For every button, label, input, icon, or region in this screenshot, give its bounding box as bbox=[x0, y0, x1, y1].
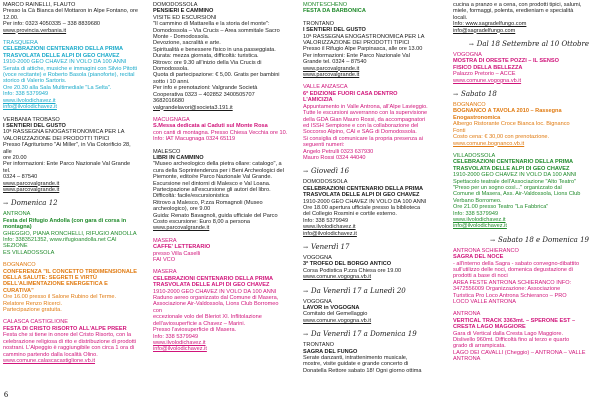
event-text: Albergo Ristorante Croce Bianca loc. Bignanco bbox=[453, 121, 570, 128]
event-text: Info: 338 5379949 bbox=[3, 91, 49, 98]
event-text: Info: 338 5379949 bbox=[303, 217, 349, 224]
event-title: CAFFE' LETTERARIO bbox=[153, 244, 211, 251]
event-title: Enogastronomica bbox=[453, 114, 501, 121]
event-text: Serate danzanti, intrattenimento musicale, bbox=[303, 355, 408, 362]
date-heading bbox=[303, 167, 439, 176]
arrow-bullet-icon: → bbox=[468, 41, 474, 49]
event-entry bbox=[453, 52, 589, 84]
event-text: Fonti bbox=[453, 127, 466, 134]
event-text: Per info: 0323 4050335 – 338 8839680 bbox=[3, 21, 101, 28]
event-title: SAGRA DEL FUNGO bbox=[303, 348, 358, 355]
event-text: Costo escursione: Euro 8,00 a persona bbox=[153, 219, 251, 225]
event-text: CALASCA CASTIGLIONE bbox=[3, 319, 68, 326]
event-link[interactable]: Info: www.sagradelfungo.com bbox=[453, 21, 527, 28]
event-text: TRONTANO bbox=[303, 342, 334, 349]
event-title: CELEBRAZIONI CENTENARIO DELLA PRIMA bbox=[453, 159, 574, 166]
event-link[interactable]: www.provincia.verbania.it bbox=[3, 27, 67, 34]
event-entry bbox=[303, 255, 439, 281]
event-entry bbox=[303, 179, 439, 237]
event-link[interactable]: info@ilvolodichavez.it bbox=[453, 223, 507, 230]
event-text: TRONTANO bbox=[303, 20, 334, 27]
event-text: archeologico), ore 9.00 bbox=[153, 206, 211, 213]
event-text: MONTESCHENO bbox=[303, 2, 348, 8]
event-text: VILLADOSSOLA bbox=[453, 152, 496, 159]
event-text: Difficoltà: facile/escursionistica bbox=[153, 193, 229, 200]
event-text: Piemonte, edito/re Parco Nazionale Val Grande. bbox=[153, 174, 272, 181]
event-link[interactable]: valgrandelavori@societa3.191.it bbox=[153, 104, 233, 111]
date-heading-text: Da Venerdì 17 a Lunedì 20 bbox=[311, 286, 406, 295]
event-title: S.Messa dedicata ai Caduti sul Monte Rosa bbox=[153, 123, 268, 130]
event-text: AREA FESTE ANTRONA SCHIERANCO INFO: bbox=[453, 279, 572, 286]
arrow-bullet-icon: → bbox=[453, 91, 459, 99]
date-heading-text: Sabato 18 bbox=[461, 90, 497, 99]
event-text: 0324 – 87540 bbox=[3, 174, 38, 181]
event-entry bbox=[153, 2, 289, 111]
arrow-bullet-icon: → bbox=[303, 244, 309, 251]
event-text: del Collegio Rosmini e cortile esterno. bbox=[303, 211, 397, 218]
event-title: LIBRI IN CAMMINO bbox=[153, 154, 204, 161]
event-text: Devozione, sacralità e arte. bbox=[153, 40, 221, 47]
event-entry bbox=[153, 269, 289, 352]
date-heading-text: Giovedì 16 bbox=[311, 167, 350, 176]
event-entry bbox=[3, 211, 139, 256]
event-text: Info: 338 5379949 bbox=[453, 210, 499, 217]
event-text: Info: IAT Macugnaga 0324 65119 bbox=[153, 136, 236, 143]
date-heading bbox=[303, 287, 439, 296]
event-text: Comitato del Gemellaggio bbox=[303, 311, 368, 318]
event-text: miele, formaggi, polenta, eredieniarn e specialità bbox=[453, 8, 574, 15]
event-text: TRASQUERA bbox=[3, 40, 38, 47]
event-entry bbox=[303, 84, 439, 161]
event-title: CELEBRAZIONI CENTENARIO DELLA PRIMA bbox=[153, 275, 274, 282]
event-text: prodotti a base di noci bbox=[453, 273, 508, 280]
event-text: VALORIZZAZIONE DEI PRODOTTI TIPICI bbox=[303, 40, 410, 47]
date-heading bbox=[453, 90, 589, 99]
event-title: I SENTIERI DEL GUSTO bbox=[3, 122, 66, 129]
event-entry bbox=[3, 40, 139, 110]
event-text: LAGO DEI CAVALLI (Cheggio) – ANTRONA – VALLE bbox=[453, 349, 586, 356]
event-entry bbox=[303, 2, 439, 15]
event-title: L'AMICIZIA bbox=[303, 97, 333, 104]
event-text: Spiritualità e benessere fisico in una passeggiata. bbox=[153, 46, 276, 53]
event-text: 10ª RASSEGNA ENOGASTRONOMICA PER LA bbox=[303, 33, 425, 40]
column-2 bbox=[150, 0, 292, 386]
event-link[interactable]: info@ilvolodichavez.it bbox=[3, 104, 57, 111]
event-text: cucina a pranzo e a cena, con prodotti tipici, salumi, bbox=[453, 2, 582, 8]
event-text: (voce recitante) e Roberto Basola (pianoforte), recital bbox=[3, 72, 135, 79]
event-text: MASERA bbox=[153, 237, 177, 244]
event-text: Presso l'aviosuperficie di Masera. bbox=[153, 327, 237, 334]
event-title: BOGNANCO A TAVOLA 2010 – Rassegna bbox=[453, 108, 562, 115]
event-text: Turistica Pro Loco Antrona Schieranco – PRO bbox=[453, 292, 567, 299]
date-heading-text: Domenica 12 bbox=[11, 199, 58, 208]
event-entry bbox=[453, 102, 589, 147]
event-text: 3472556009 Organizzazione: Associazione bbox=[453, 286, 561, 293]
event-text: Ore 18.00 apertura ufficiale presso la biblioteca bbox=[303, 204, 421, 211]
event-text: BOGNANCO bbox=[453, 102, 486, 109]
event-text: Presso il Rifugio Alpe Parpinasca, alle ore 13.00 bbox=[303, 46, 423, 53]
arrow-bullet-icon: → bbox=[3, 200, 9, 208]
event-text: presso Villa Caselli bbox=[153, 250, 201, 257]
event-text: ANTRONA bbox=[453, 356, 481, 363]
event-text: Spettacolo teatrale dell'Associazione "Alto Teatro" bbox=[453, 178, 577, 185]
event-text: Partecipazione all'escursione gli autori del libro. bbox=[153, 186, 271, 193]
event-text: cura della Soprintendenza per i Beni Archeologici del bbox=[153, 167, 284, 174]
event-entry bbox=[453, 311, 589, 362]
event-text: DOMODOSSOLA bbox=[303, 179, 348, 186]
event-text: Grande tel. 0324 – 87540 bbox=[303, 59, 367, 66]
date-heading bbox=[303, 330, 439, 339]
event-text: Palazzo Pretorio – ACCE bbox=[453, 71, 516, 78]
event-text: MASERA bbox=[153, 269, 177, 276]
event-text: Tutte le escursioni avverranno con la supervisione bbox=[303, 110, 428, 117]
event-entry bbox=[3, 319, 139, 364]
event-text: 1910-2000 GEO CHAVEZ IN VOLO DA 100 ANNI bbox=[303, 198, 427, 205]
event-text: 1910-2000 GEO CHAVEZ IN VOLO DA 100 ANNI bbox=[3, 59, 127, 66]
event-title: TRASVOLATA DELLE ALPI DI GEO CHAVEZ bbox=[303, 192, 420, 199]
event-title: VERTICAL TRACK 3363mt. – SPERONE EST – bbox=[453, 317, 576, 324]
event-text: Associazione Air-Valdossola, Lions Club Borromeo con bbox=[153, 301, 279, 314]
event-text: VOGOGNA bbox=[453, 52, 482, 59]
event-text: Corsa Podistica P.zza Chiesa ore 19.00 bbox=[303, 267, 402, 274]
event-link[interactable]: info@sagradelfungo.com bbox=[453, 27, 516, 34]
date-heading-text: Da Venerdì 17 a Domenica 19 bbox=[311, 330, 417, 339]
arrow-bullet-icon: → bbox=[303, 168, 309, 176]
event-link[interactable]: www.comune.vogogna.vb.it bbox=[303, 274, 372, 281]
event-text: VOGOGNA bbox=[303, 298, 332, 305]
event-text: VALLE ANZASCA bbox=[303, 84, 348, 91]
event-text: della GDA Gian Mauro Rossi, da accompagnatori bbox=[303, 116, 426, 123]
event-link[interactable]: www.comune.vogogna.vb.it bbox=[303, 317, 372, 324]
event-link[interactable]: info@ilvolodichavez.it bbox=[303, 230, 357, 237]
event-title: CELEBRAZIONI CENTENARIO DELLA PRIMA bbox=[3, 46, 124, 53]
event-text: seguenti numeri: bbox=[303, 142, 345, 149]
event-text: 12.00. bbox=[3, 14, 19, 21]
event-text: Relatore Renzo Ricerci. bbox=[3, 300, 63, 307]
event-entry bbox=[303, 342, 439, 374]
event-text: MARCO RAINELLI, FLAUTO bbox=[3, 2, 76, 8]
date-heading bbox=[3, 199, 139, 208]
event-text: grado di arrampicata. bbox=[453, 343, 506, 350]
event-title: CELEBRAZIONI CENTENARIO DELLA PRIMA bbox=[303, 185, 424, 192]
event-text: Monte - Domodossola. bbox=[153, 34, 210, 41]
event-text: "Preso per un sogno così..." organizzato dal bbox=[453, 184, 562, 191]
event-text: storico di Valerio Sartoris. bbox=[3, 78, 67, 85]
event-text: 1910-2000 GEO CHAVEZ IN VOLO DA 100 ANNI bbox=[153, 288, 277, 295]
event-text: Festa che si tiene in onore del Cristo Risorto, con la bbox=[3, 332, 132, 339]
event-link[interactable]: www.comune.vogogna.vb.it bbox=[453, 77, 522, 84]
event-entry bbox=[153, 238, 289, 264]
event-text: Durata: mezza giornata, difficoltà: turistica. bbox=[153, 53, 259, 60]
event-title: CONFERENZA "IL CONCETTO TRIDIMENSIONALE bbox=[3, 268, 138, 275]
event-text: MALESCO bbox=[153, 148, 181, 155]
event-title: 6ª EDIZIONE FUORI CASA DENTRO bbox=[303, 90, 398, 97]
event-text: Quota di partecipazione: € 5,00. Gratis per bambini bbox=[153, 72, 280, 79]
event-text: Si consiglia di comunicare la propria presenza ai bbox=[303, 135, 424, 142]
event-text: BOGNANCO bbox=[3, 262, 36, 269]
arrow-bullet-icon: → bbox=[490, 236, 496, 244]
event-text: Per informazioni: Ente Parco Nazionale Val Grande tel. bbox=[3, 161, 131, 174]
event-text: Ore 16.00 presso il Salone Rubino del Terme. bbox=[3, 294, 117, 301]
event-text: Serata di attiche, musiche e immagini con Silvio Pitotti bbox=[3, 65, 137, 72]
event-text: VISITE ED ESCURSIONI bbox=[153, 14, 217, 21]
event-text: mostre, visite guidate e grande concerto di bbox=[303, 361, 409, 368]
event-entry bbox=[453, 153, 589, 230]
event-text: VALORIZZAZIONE DEI PRODOTTI TIPICI bbox=[3, 135, 110, 142]
arrow-bullet-icon: → bbox=[303, 331, 309, 339]
event-text: Info: 338 5379949 bbox=[153, 333, 199, 340]
event-text: ed ISSH Sempione e con la collaborazione del bbox=[303, 122, 419, 129]
column-4 bbox=[450, 0, 592, 386]
event-text: "Museo archeologico della pietra ollare: catalogo", a bbox=[153, 161, 282, 168]
date-heading-text: Sabato 18 e Domenica 19 bbox=[498, 235, 589, 244]
event-text: Presso la Cà Bianca del Mottaron in Alpe Fontano, ore bbox=[3, 8, 138, 15]
event-link[interactable]: www.parcovalgrande.it bbox=[303, 72, 360, 79]
event-link[interactable]: www.ilvolodichavez.it bbox=[3, 97, 56, 104]
page-number: 6 bbox=[4, 389, 8, 399]
event-text: nostrani. L'Alpeggio è raggiungibile con circa 1 ora di bbox=[3, 345, 135, 352]
event-text: 1910-2000 GEO CHAVEZ IN VOLO DA 100 ANNI bbox=[453, 172, 577, 179]
event-text: Domodossola. bbox=[153, 66, 189, 73]
event-entry bbox=[3, 2, 139, 34]
event-text: ANTRONA SCHIERANCO bbox=[453, 247, 519, 254]
event-text: ANTRONA bbox=[3, 211, 31, 218]
event-text: Angelo Petrulli 0323 637930 bbox=[303, 148, 374, 155]
event-text: Escursione nel dintorni di Malesco e Val Loana. bbox=[153, 180, 271, 187]
date-heading-text: Dal 18 Settembre al 10 Ottobre bbox=[476, 40, 589, 49]
event-text: sotto i 10 anni. bbox=[153, 78, 190, 85]
event-text: cammino partendo dalla località Olino. bbox=[3, 351, 98, 358]
event-text: MACUGNAGA bbox=[153, 116, 190, 123]
event-text: DOMODOSSOLA bbox=[153, 2, 198, 8]
event-link[interactable]: www.parcovalgrande.it bbox=[3, 186, 60, 193]
event-text: eccezionale volo del Bleriot XI. Inflitolazione bbox=[153, 314, 262, 321]
event-title: PENSIERI E CAMMINO bbox=[153, 8, 214, 15]
event-title: MOSTRA DI ORESTE POZZI – IL SENSO bbox=[453, 58, 559, 65]
event-text: Ritrovo a Malesco, P.zza Romagnoli (Museo bbox=[153, 199, 263, 206]
event-text: locali. bbox=[453, 14, 468, 21]
event-title: 3ª TROFEO DEL BORGO ANTICO bbox=[303, 261, 392, 268]
event-text: Info: 3383521352, www.rifugioandolla.net CAI SEZIONE bbox=[3, 237, 117, 250]
event-link[interactable]: www.parcovalgrande.it bbox=[303, 65, 360, 72]
event-title: FESTA DA BARBONICA bbox=[303, 8, 366, 15]
event-title: DELL'ALIMENTAZIONE ENERGETICA E CURATIVA" bbox=[3, 281, 108, 294]
event-entry bbox=[303, 21, 439, 79]
event-title: CRESTA LAGO MAGGIORE bbox=[453, 324, 526, 331]
column-1 bbox=[0, 0, 142, 386]
event-text: Donatella Rettore sabato 18! Ogni giorno ottima bbox=[303, 367, 422, 374]
event-link[interactable]: www.parcovalgrande.it bbox=[153, 225, 210, 232]
event-title: DELLA SALUTE: SEGRETI E VIRTÙ bbox=[3, 275, 97, 282]
event-title: TRASVOLATA DELLE ALPI DI GEO CHAVEZ bbox=[3, 52, 120, 59]
event-text: 10ª RASSEGNA ENOGASTRONOMICA PER LA bbox=[3, 129, 125, 136]
event-entry bbox=[153, 149, 289, 232]
event-entry bbox=[303, 299, 439, 325]
event-link[interactable]: www.parcovalgrande.it bbox=[3, 180, 60, 187]
event-text: - all'interno della Sagra - sabato convegno-dibattito bbox=[453, 260, 580, 267]
event-text: dell'aviosuperficie a Chavez – Marini. bbox=[153, 320, 246, 327]
event-text: Ore 20.30 alla Sala Multimediale "La Selta". bbox=[3, 84, 112, 91]
event-entry bbox=[3, 117, 139, 194]
event-text: VOGOGNA bbox=[303, 255, 332, 261]
date-heading-text: Venerdì 17 bbox=[311, 243, 350, 251]
event-link[interactable]: www.ilvolodichavez.it bbox=[153, 339, 206, 346]
date-heading bbox=[453, 236, 589, 245]
event-text: Presso l'Agriturismo "Ai Miller", in Via Cotorificio 28, alle bbox=[3, 142, 131, 155]
event-text: Guida: Renato Bavagnoli, guida ufficiale del Parco bbox=[153, 212, 278, 219]
event-entry bbox=[153, 117, 289, 143]
event-title: TRASVOLATA DELLE ALPI DI GEO CHAVEZ bbox=[153, 282, 270, 289]
event-text: ore 20.00 bbox=[3, 154, 27, 161]
event-title: montagna) bbox=[3, 224, 32, 231]
event-link[interactable]: info@ilvolodichavez.it bbox=[153, 346, 207, 353]
event-text: Domodossola – Via Crucis – Area sommitale Sacro bbox=[153, 27, 280, 34]
date-heading bbox=[453, 40, 589, 49]
event-title: Festa del Rifugio Andolla (con gara di corsa in bbox=[3, 217, 127, 224]
event-title: FESTA DI CRISTO RISORTO ALL'ALPE PREER bbox=[3, 325, 127, 332]
event-text: VERBANIA TROBASO bbox=[3, 116, 60, 123]
event-text: Per info e prenotazioni: Valgrande Società bbox=[153, 85, 258, 92]
event-text: Soccorso Alpino, CAI e SAG di Domodossola. bbox=[303, 129, 417, 136]
arrow-bullet-icon: → bbox=[303, 287, 309, 295]
event-title: FISICO DELLA BELLEZZA bbox=[453, 64, 523, 71]
event-text: ES VILLADOSSOLA bbox=[3, 249, 55, 256]
event-link[interactable]: www.comune.calascacastiglione.vb.it bbox=[3, 357, 96, 364]
event-text: sull'utilizzo delle noci, domenica degustazione di bbox=[453, 267, 573, 273]
event-text: Comune di Masera, Ass. Air-Valdossola, Lions Club bbox=[453, 191, 581, 198]
event-link[interactable]: www.ilvolodichavez.it bbox=[303, 224, 356, 231]
event-link[interactable]: www.ilvolodichavez.it bbox=[453, 216, 506, 223]
event-text: Raduno aereo organizzato dal Comune di Masera, bbox=[153, 295, 279, 302]
event-text: Dislivello 960mt. Difficoltà fino al terzo e quarto bbox=[453, 337, 570, 344]
event-text: Ore 21.00 presso Teatro "La Fabbrica" bbox=[453, 204, 549, 211]
event-text: LOCO VALLE ANTRONA bbox=[453, 299, 516, 306]
event-entry bbox=[453, 2, 589, 34]
event-text: Appuntamento in Valle Antrona, all'Alpe Lavieggio. bbox=[303, 103, 428, 110]
event-title: LAVOR in VOGOGNA bbox=[303, 305, 360, 312]
event-title: I SENTIERI DEL GUSTO bbox=[303, 27, 366, 34]
event-text: Gara di Vertical dalla Cresta Lago Maggiore. bbox=[453, 330, 564, 337]
event-text: Per informazioni: Ente Parco Nazionale Val bbox=[303, 52, 410, 59]
event-text: Mauro Rossi 0324 44040 bbox=[303, 154, 366, 161]
event-entry bbox=[3, 262, 139, 313]
event-entry bbox=[453, 248, 589, 306]
event-text: ANTRONA bbox=[453, 311, 481, 318]
event-text: 3682016680 bbox=[153, 98, 185, 105]
event-text: GHEGGIO, PIANA RONCHELLI, RIFUGIO ANDOLLA bbox=[3, 230, 137, 237]
event-text: Partecipazione gratuita. bbox=[3, 307, 62, 314]
date-heading bbox=[303, 243, 439, 252]
column-3 bbox=[300, 0, 442, 386]
event-text: FAI VCO bbox=[153, 257, 176, 264]
event-title: TRASVOLATA DELLE ALPI DI GEO CHAVEZ bbox=[453, 165, 570, 172]
event-text: con canti di montagna. Presso Chiesa Vecchia ore 10. bbox=[153, 129, 288, 136]
event-text: "Il cammino di Mattarella e la storia del monte": bbox=[153, 21, 270, 28]
event-text: Costo cena: € 30,00 con prenotazione. bbox=[453, 134, 550, 141]
event-text: Ritrovo: ore 9.30 all'inizio della Via Crucis di bbox=[153, 59, 262, 66]
event-title: SAGRA DEL NOCE bbox=[453, 254, 504, 261]
event-text: Verbano Borromeo. bbox=[453, 197, 502, 204]
event-text: Cooperativa 0323 – 402852 3400505707 bbox=[153, 91, 255, 98]
event-link[interactable]: www.comune.bognanco.vb.it bbox=[453, 140, 525, 147]
event-text: celebrazione religiosa di rito e distribuzione di prodotti bbox=[3, 338, 137, 345]
